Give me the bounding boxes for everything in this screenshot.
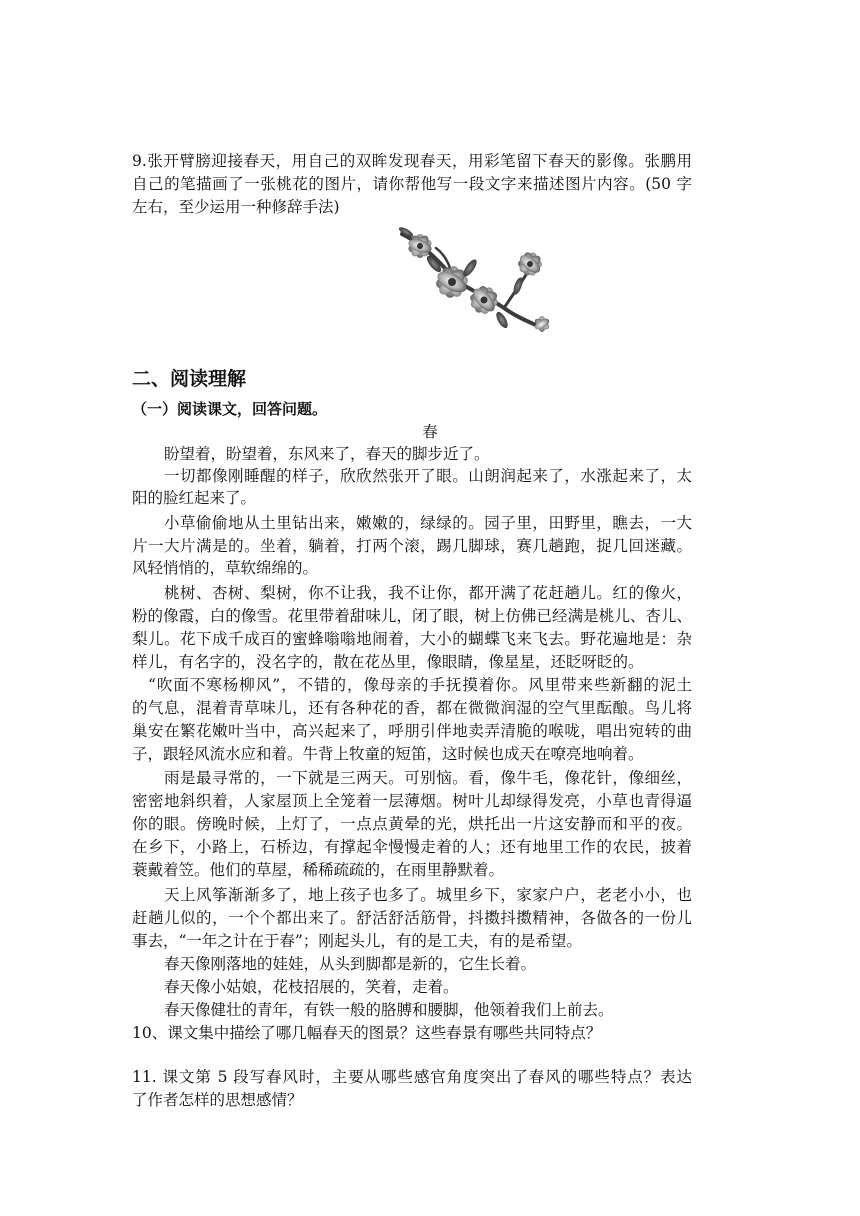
passage-line: 你的眼。傍晚时候，上灯了，一点点黄晕的光，烘托出一片这安静而和平的夜。 bbox=[132, 815, 692, 833]
passage-line: 巢安在繁花嫩叶当中，高兴起来了，呼朋引伴地卖弄清脆的喉咙，唱出宛转的曲 bbox=[132, 722, 692, 740]
passage-line: 一切都像刚睡醒的样子，欣欣然张开了眼。山朗润起来了，水涨起来了，太 bbox=[164, 467, 692, 485]
passage-line: 事去，“一年之计在于春”；刚起头儿，有的是工夫，有的是希望。 bbox=[132, 932, 582, 950]
passage-line: 密密地斜织着，人家屋顶上全笼着一层薄烟。树叶儿却绿得发亮，小草也青得逼 bbox=[132, 792, 692, 810]
passage-title: 春 bbox=[422, 423, 438, 441]
passage-line: “吹面不寒杨柳风”，不错的，像母亲的手抚摸着你。风里带来些新翻的泥土 bbox=[148, 676, 692, 694]
passage-line: 子，跟轻风流水应和着。牛背上牧童的短笛，这时候也成天在嘹亮地响着。 bbox=[132, 745, 644, 763]
question-9-line-3: 左右，至少运用一种修辞手法) bbox=[132, 198, 340, 216]
question-11-line-2: 了作者怎样的思想感情？ bbox=[132, 1091, 303, 1109]
section-heading: 二、阅读理解 bbox=[132, 368, 247, 390]
blossoms bbox=[407, 233, 551, 332]
question-9-line-1: 9.张开臂膀迎接春天，用自己的双眸发现春天，用彩笔留下春天的影像。张鹏用 bbox=[132, 152, 692, 170]
passage-line: 在乡下，小路上，石桥边，有撑起伞慢慢走着的人；还有地里工作的农民，披着 bbox=[132, 838, 692, 856]
peach-blossom-branch-image bbox=[392, 224, 558, 340]
passage-line: 桃树、杏树、梨树，你不让我，我不让你，都开满了花赶趟儿。红的像火， bbox=[164, 584, 692, 602]
question-9-line-2: 自己的笔描画了一张桃花的图片，请你帮他写一段文字来描述图片内容。(50 字 bbox=[132, 175, 692, 193]
passage-line: 片一大片满是的。坐着，躺着，打两个滚，踢几脚球，赛几趟跑，捉几回迷藏。 bbox=[132, 537, 692, 555]
passage-line: 样儿，有名字的，没名字的，散在花丛里，像眼睛，像星星，还眨呀眨的。 bbox=[132, 653, 644, 671]
passage-line: 的气息，混着青草味儿，还有各种花的香，都在微微润湿的空气里酝酿。鸟儿将 bbox=[132, 699, 692, 717]
question-11-line-1: 11. 课文第 5 段写春风时，主要从哪些感官角度突出了春风的哪些特点？表达 bbox=[132, 1068, 692, 1086]
passage-line: 天上风筝渐渐多了，地上孩子也多了。城里乡下，家家户户，老老小小，也 bbox=[164, 886, 692, 904]
passage-line: 雨是最寻常的，一下就是三两天。可别恼。看，像牛毛，像花针，像细丝， bbox=[164, 769, 692, 787]
passage-line: 小草偷偷地从土里钻出来，嫩嫩的，绿绿的。园子里，田野里，瞧去，一大 bbox=[164, 514, 692, 532]
passage-line: 蓑戴着笠。他们的草屋，稀稀疏疏的，在雨里静默着。 bbox=[132, 861, 505, 879]
passage-line: 阳的脸红起来了。 bbox=[132, 489, 257, 507]
passage-line: 春天像小姑娘，花枝招展的，笑着，走着。 bbox=[164, 978, 459, 996]
passage-line: 盼望着，盼望着，东风来了，春天的脚步近了。 bbox=[164, 445, 490, 463]
question-10: 10、课文集中描绘了哪几幅春天的图景？这些春景有哪些共同特点？ bbox=[132, 1024, 602, 1042]
passage-line: 粉的像霞，白的像雪。花里带着甜味儿，闭了眼，树上仿佛已经满是桃儿、杏儿、 bbox=[132, 607, 692, 625]
passage-line: 赶趟儿似的，一个个都出来了。舒活舒活筋骨，抖擞抖擞精神，各做各的一份儿 bbox=[132, 909, 692, 927]
passage-line: 春天像刚落地的娃娃，从头到脚都是新的，它生长着。 bbox=[164, 955, 537, 973]
passage-line: 风轻悄悄的，草软绵绵的。 bbox=[132, 559, 319, 577]
passage-line: 梨儿。花下成千成百的蜜蜂嗡嗡地闹着，大小的蝴蝶飞来飞去。野花遍地是：杂 bbox=[132, 630, 692, 648]
passage-line: 春天像健壮的青年，有铁一般的胳膊和腰脚，他领着我们上前去。 bbox=[164, 1001, 614, 1019]
sub-heading: （一）阅读课文，回答问题。 bbox=[132, 400, 328, 418]
